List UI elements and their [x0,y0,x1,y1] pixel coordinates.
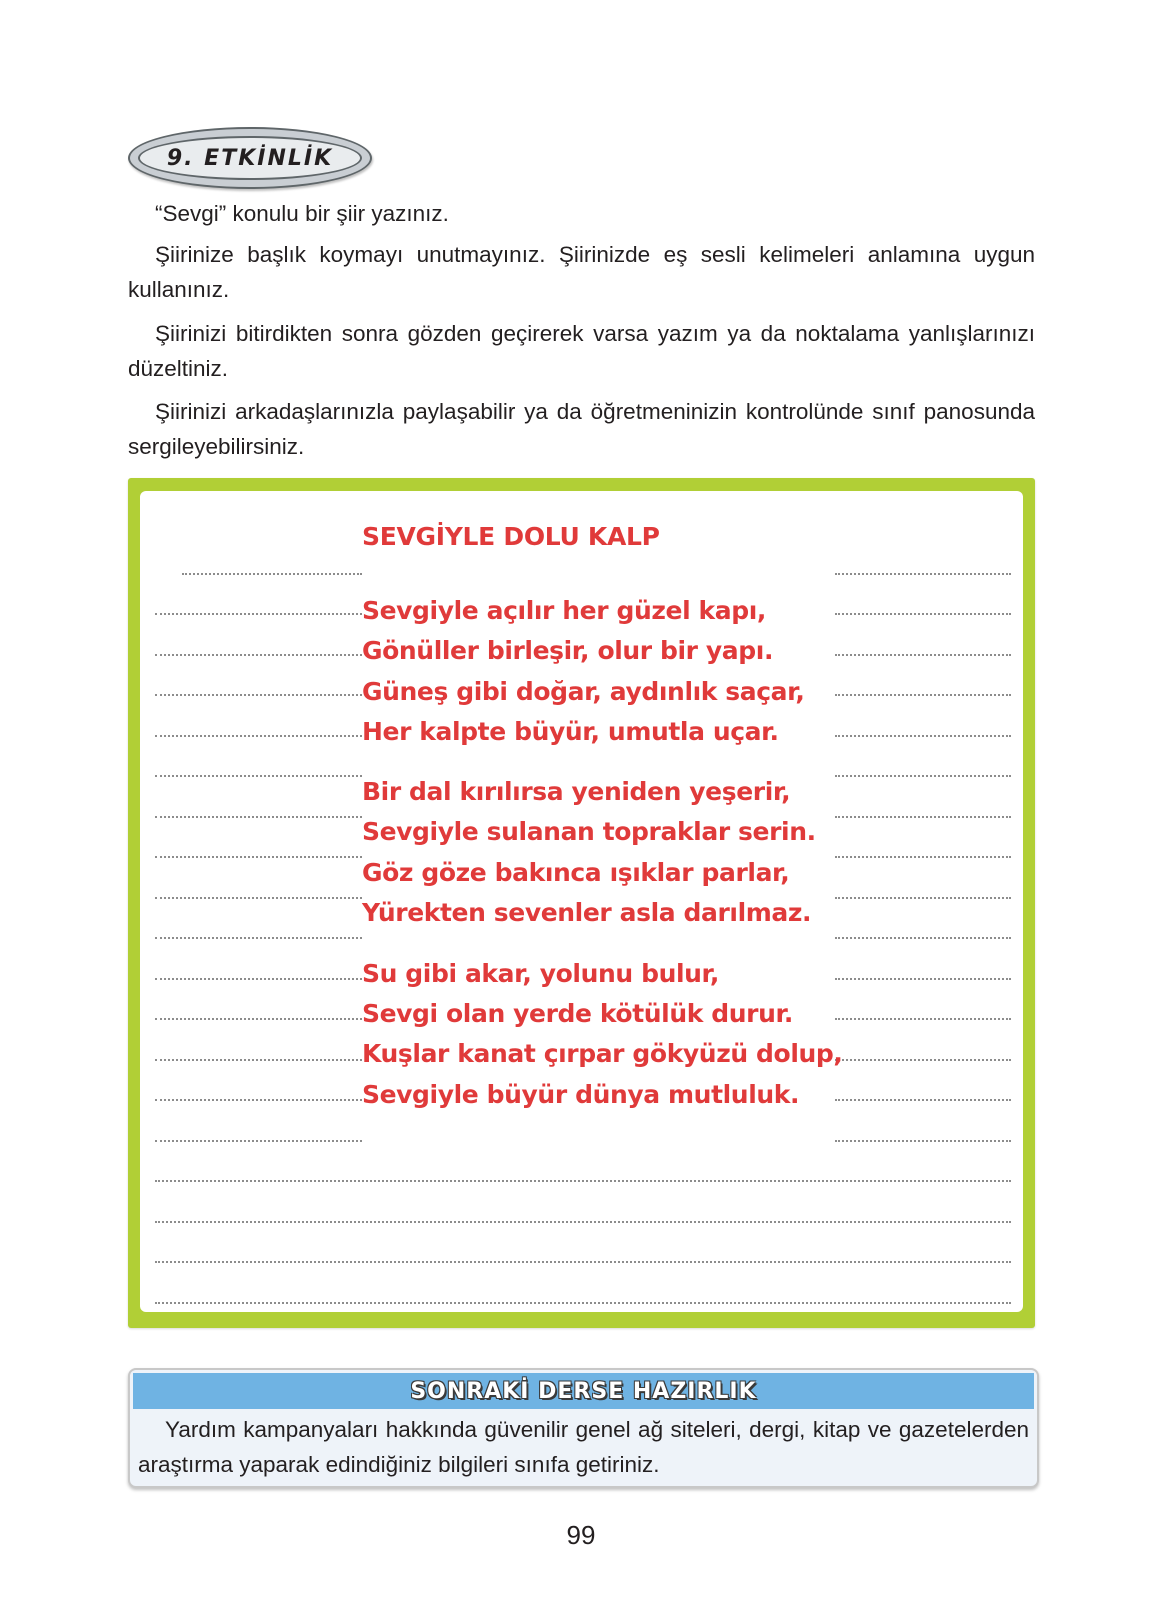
instruction-1 [128,196,1035,231]
poem-line: Yürekten sevenler asla darılmaz. [362,898,812,927]
writing-line [835,613,1011,615]
writing-line [835,1018,1011,1020]
writing-line [835,735,1011,737]
poem-line: Sevgi olan yerde kötülük durur. [362,999,793,1028]
writing-line [155,1261,1011,1263]
instruction-text: Şiirinizi bitirdikten sonra gözden geçirerek varsa yazım ya da noktalama yanlışlarınızı düzeltiniz. [128,321,1035,381]
writing-line [155,1099,362,1101]
poem-line: Güneş gibi doğar, aydınlık saçar, [362,677,805,706]
writing-line [835,1099,1011,1101]
writing-line [155,978,362,980]
next-lesson-body: Yardım kampanyaları hakkında güvenilir genel ağ siteleri, dergi, kitap ve gazetelerden araştırma yaparak edindiğiniz bilgileri sınıfa getiriniz. [138,1417,1029,1477]
writing-line [155,1018,362,1020]
instruction-2 [128,237,1035,307]
writing-line [155,897,362,899]
writing-line [835,654,1011,656]
poem-line: Sevgiyle sulanan topraklar serin. [362,817,816,846]
writing-line [155,1140,362,1142]
writing-line [835,1140,1011,1142]
writing-line [155,1180,1011,1182]
instruction-text: Şiirinizi arkadaşlarınızla paylaşabilir ya da öğretmeninizin kontrolünde sınıf panosunda sergileyebilirsiniz. [128,399,1035,459]
poem-line: Sevgiyle açılır her güzel kapı, [362,596,766,625]
activity-title: 9. ETKİNLİK [166,145,334,171]
writing-line [182,573,362,575]
instruction-4 [128,394,1035,464]
activity-badge-inner [138,136,362,180]
writing-line [835,694,1011,696]
writing-line [155,654,362,656]
writing-line [155,735,362,737]
instruction-text: Şiirinize başlık koymayı unutmayınız. Şiirinizde eş sesli kelimeleri anlamına uygun kullanınız. [128,242,1035,302]
page-number: 99 [566,1520,596,1550]
poem-line: Sevgiyle büyür dünya mutluluk. [362,1080,800,1109]
poem-title: SEVGİYLE DOLU KALP [362,522,660,551]
instruction-3 [128,316,1035,386]
poem-line: Her kalpte büyür, umutla uçar. [362,717,779,746]
next-lesson-title: SONRAKİ DERSE HAZIRLIK [410,1378,757,1404]
writing-line [835,775,1011,777]
poem-line: Gönüller birleşir, olur bir yapı. [362,636,774,665]
writing-line [155,775,362,777]
instruction-text: “Sevgi” konulu bir şiir yazınız. [155,201,449,226]
next-lesson-text [138,1412,1029,1482]
writing-line [835,978,1011,980]
activity-badge [128,127,372,189]
poem-line: Kuşlar kanat çırpar gökyüzü dolup, [362,1039,843,1068]
writing-line [155,937,362,939]
writing-line [835,1059,1011,1061]
writing-line [835,937,1011,939]
poem-line: Su gibi akar, yolunu bulur, [362,959,719,988]
writing-line [835,816,1011,818]
next-lesson-box [128,1368,1039,1488]
writing-line [835,897,1011,899]
writing-line [155,694,362,696]
writing-line [155,613,362,615]
writing-line [835,856,1011,858]
writing-line [155,1059,362,1061]
writing-line [155,1221,1011,1223]
writing-line [155,1302,1011,1304]
writing-line [835,573,1011,575]
writing-line [155,856,362,858]
poem-line: Göz göze bakınca ışıklar parlar, [362,858,790,887]
next-lesson-header [133,1373,1034,1409]
writing-line [155,816,362,818]
poem-line: Bir dal kırılırsa yeniden yeşerir, [362,777,791,806]
